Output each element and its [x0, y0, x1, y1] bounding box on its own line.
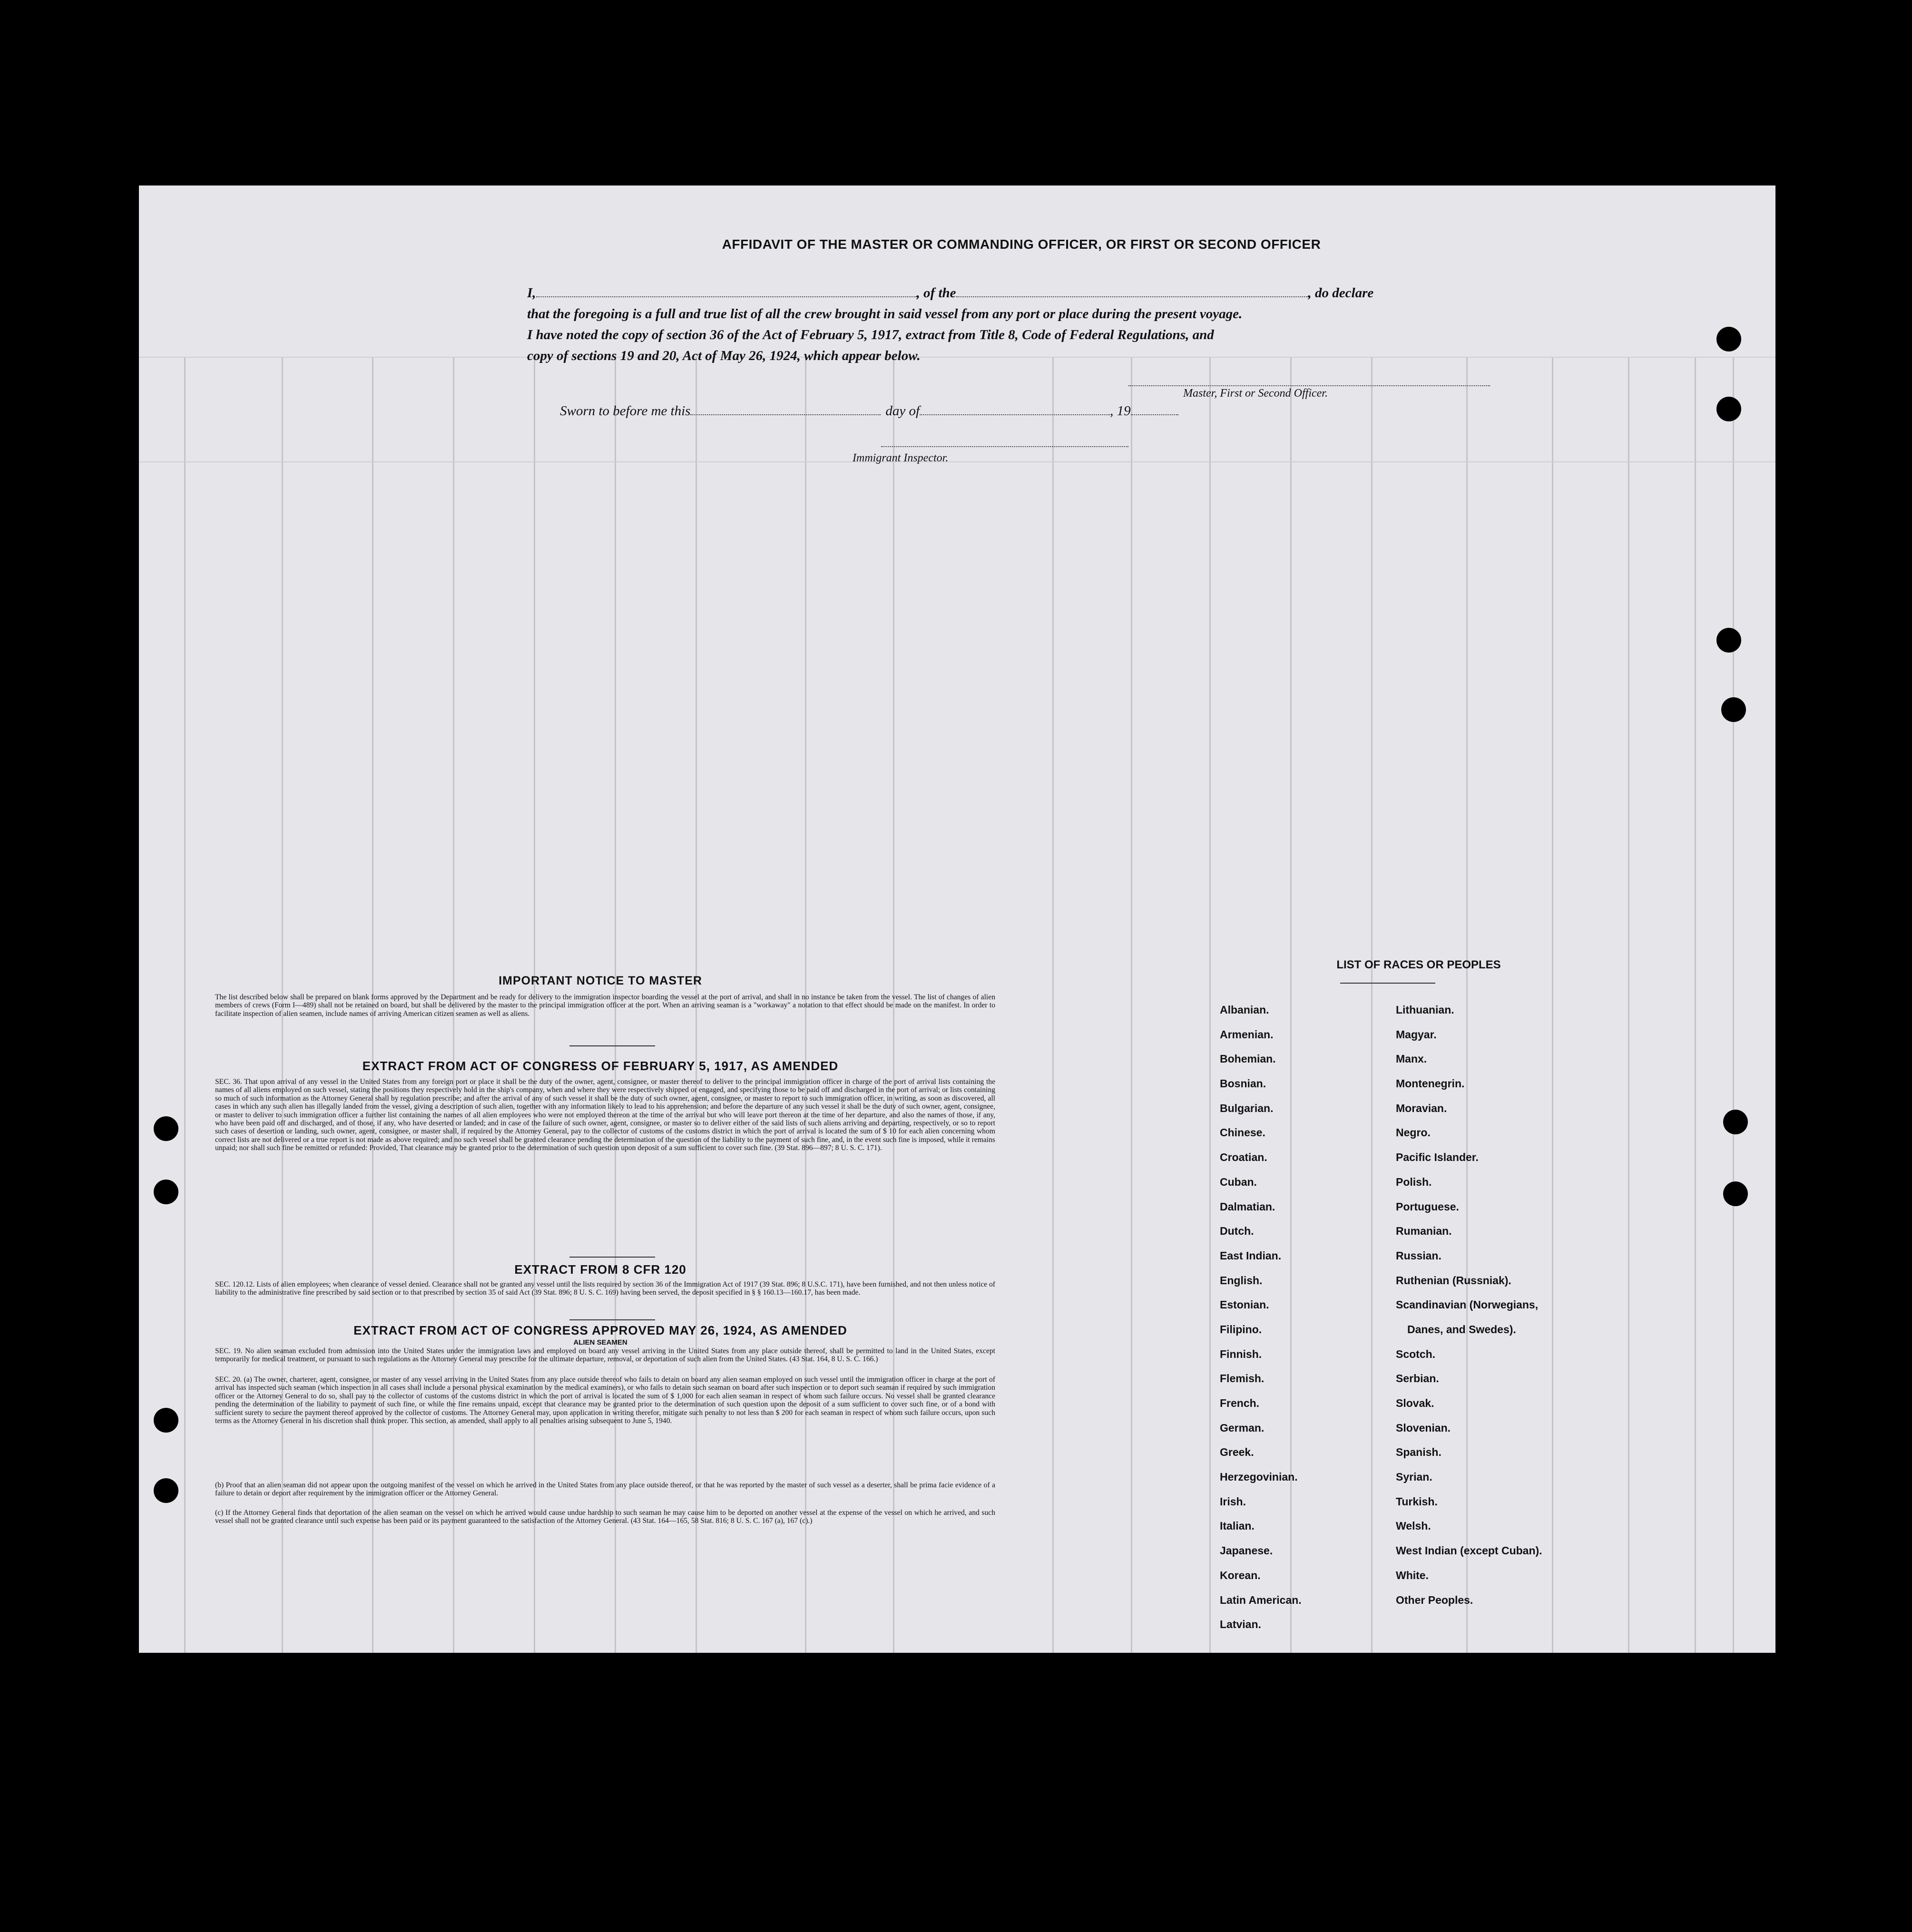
race-item: Russian.	[1396, 1249, 1441, 1262]
race-item: West Indian (except Cuban).	[1396, 1544, 1542, 1557]
column-rule	[1695, 357, 1696, 1653]
race-item: Lithuanian.	[1396, 1004, 1454, 1016]
race-item: Slovak.	[1396, 1397, 1434, 1409]
race-item: Scandinavian (Norwegians,	[1396, 1298, 1539, 1311]
affidavit-line-4: copy of sections 19 and 20, Act of May 26, 1924, which appear below.	[527, 348, 921, 363]
race-item: Serbian.	[1396, 1372, 1439, 1385]
vessel-name-field[interactable]	[956, 286, 1308, 297]
sworn-year-field[interactable]	[1131, 404, 1178, 415]
divider	[569, 1257, 655, 1258]
column-rule	[1628, 357, 1629, 1653]
sworn-label: Sworn to before me this	[560, 403, 691, 419]
race-item: Syrian.	[1396, 1471, 1432, 1483]
punch-hole	[154, 1408, 178, 1433]
race-item: Slovenian.	[1396, 1421, 1451, 1434]
column-rule	[1552, 357, 1553, 1653]
race-item: Cuban.	[1220, 1175, 1257, 1188]
inspector-signature-label: Immigrant Inspector.	[853, 452, 949, 464]
extract-1917-title: EXTRACT FROM ACT OF CONGRESS OF FEBRUARY 5, 1917, AS AMENDED	[362, 1059, 839, 1073]
race-item: Greek.	[1220, 1446, 1254, 1459]
punch-hole	[154, 1478, 178, 1503]
column-rule	[1733, 357, 1734, 1653]
race-item: Latvian.	[1220, 1618, 1261, 1631]
race-item: Ruthenian (Russniak).	[1396, 1274, 1511, 1287]
race-item: German.	[1220, 1421, 1265, 1434]
column-rule	[1131, 357, 1132, 1653]
race-item: Montenegrin.	[1396, 1077, 1465, 1090]
races-right-column	[1396, 1004, 1542, 1618]
extract-8cfr-text: SEC. 120.12. Lists of alien employees; when clearance of vessel denied. Clearance shall not be granted any vessel until the lists required by section 36 of the Immigration Act of 1917 (39 Stat. 896; 8 U.S.C. 171), have been furnished, and not then unless notice of liability to the administrative fine prescribed by said section or to that prescribed by section 35 of said Act (39 Stat. 896; 8 U. S. C. 169) having been served, the deposit specified in § § 160.13—160.17, has been made.	[215, 1280, 995, 1297]
extract-1917-text: SEC. 36. That upon arrival of any vessel in the United States from any foreign port or place it shall be the duty of the owner, agent, consignee, or master thereof to deliver to the principal immigration officer in charge of the port of arrival lists containing the names of all aliens employed on such vessel, stating the positions they respectively hold in the ship's company, when and where they were respectively shipped or engaged, and specifying those to be paid off and discharged in the port of arrival; or lists containing so much of such information as the Attorney General shall by regulation prescribe; and after the arrival of any of such vessel it shall be the duty of such owner, agent, consignee, or master to report to such immigration officer, in writing, as soon as discovered, all cases in which any such alien has illegally landed from the vessel, giving a description of such alien, together with any information likely to lead to his apprehension; and before the departure of any such vessel it shall be the duty of such owner, agent, consignee, or master to deliver to such immigration officer a further list containing the names of all alien employees who were not employed thereon at the time of the arrival but who will leave port thereon at the time of her departure, and also the names of those, if any, who have been paid off and discharged, and of those, if any, who have deserted or landed; and in case of the failure of such owner, agent, consignee, or master so to deliver either of the said lists of such aliens arriving and departing, respectively, or so to report such cases of desertion or landing, such owner, agent, consignee, or master shall, if required by the Attorney General, pay to the collector of customs of the customs district in which the port of arrival is located the sum of $ 10 for each alien concerning whom correct lists are not delivered or a true report is not made as above required; and no such vessel shall be granted clearance pending the determination of the question of the liability to the payment of such fine, and, in the event such fine is imposed, while it remains unpaid; nor shall such fine be remitted or refunded: Provided, That clearance may be granted prior to the determination of such question upon deposit of a sum sufficient to cover such fine. (39 Stat. 896—897; 8 U. S. C. 171).	[215, 1078, 995, 1152]
sec-19-text: SEC. 19. No alien seaman excluded from admission into the United States under the immigration laws and employed on board any vessel arriving in the United States from any place outside thereof, shall be permitted to land in the United States, except temporarily for medical treatment, or pursuant to such regulations as the Attorney General may prescribe for the ultimate departure, removal, or deportation of such alien from the United States. (43 Stat. 164, 8 U. S. C. 166.)	[215, 1347, 995, 1364]
punch-hole	[1716, 628, 1741, 653]
notice-text: The list described below shall be prepared on blank forms approved by the Department and be ready for delivery to the immigration inspector boarding the vessel at the port of arrival, and shall in no instance be taken from the vessel. The list of changes of alien members of crews (Form I—489) shall not be retained on board, but shall be delivered by the master to the principal immigration officer at the port. When an arriving seaman is a "workaway" a notation to that effect should be made on the manifest. In order to facilitate inspection of alien seamen, include names of arriving American citizen seamen as well as aliens.	[215, 993, 995, 1018]
races-title: LIST OF RACES OR PEOPLES	[1336, 958, 1501, 971]
sworn-month-field[interactable]	[920, 404, 1110, 415]
sec-20c-text: (c) If the Attorney General finds that deportation of the alien seaman on the vessel on which he arrived would cause undue hardship to such seaman he may cause him to be deported on another vessel at the expense of the vessel on which he arrived, and such vessel shall not be granted clearance until such expense has been paid or its payment guaranteed to the satisfaction of the Attorney General. (43 Stat. 164—165, 58 Stat. 816; 8 U. S. C. 167 (a), 167 (c).)	[215, 1509, 995, 1525]
punch-hole	[154, 1116, 178, 1141]
punch-hole	[1716, 397, 1741, 421]
race-item: Estonian.	[1220, 1298, 1269, 1311]
affidavit-line-2: that the foregoing is a full and true list of all the crew brought in said vessel from any port or place during the present voyage.	[527, 306, 1243, 322]
race-item: Scotch.	[1396, 1347, 1436, 1360]
sec-20b-text: (b) Proof that an alien seaman did not appear upon the outgoing manifest of the vessel on which he arrived in the United States from any place outside thereof, or that he was reported by the master of such vessel as a deserter, shall be prima facie evidence of a failure to detain or deport after requirement by the immigration officer or the Attorney General.	[215, 1481, 995, 1498]
race-item: Polish.	[1396, 1175, 1432, 1188]
punch-hole	[1723, 1181, 1748, 1206]
column-rule	[1052, 357, 1054, 1653]
punch-hole	[1721, 697, 1746, 722]
race-item: Welsh.	[1396, 1520, 1431, 1532]
punch-hole	[1723, 1110, 1748, 1134]
race-item: Chinese.	[1220, 1126, 1265, 1139]
inspector-signature-field[interactable]	[881, 436, 1128, 447]
race-item: Dutch.	[1220, 1225, 1254, 1238]
race-item: Finnish.	[1220, 1347, 1262, 1360]
race-item: Manx.	[1396, 1053, 1427, 1065]
race-item: Danes, and Swedes).	[1407, 1323, 1516, 1336]
race-item: Rumanian.	[1396, 1225, 1452, 1238]
extract-8cfr-title: EXTRACT FROM 8 CFR 120	[514, 1262, 686, 1277]
divider	[569, 1319, 655, 1320]
punch-hole	[154, 1180, 178, 1204]
race-item: Portuguese.	[1396, 1200, 1459, 1213]
race-item: Herzegovinian.	[1220, 1471, 1298, 1483]
master-signature-field[interactable]	[1128, 375, 1490, 386]
race-item: Other Peoples.	[1396, 1593, 1473, 1606]
race-item: Bohemian.	[1220, 1053, 1276, 1065]
race-item: Armenian.	[1220, 1028, 1274, 1041]
declarant-prefix: I,	[527, 285, 536, 301]
race-item: Pacific Islander.	[1396, 1151, 1479, 1164]
year-label: , 19	[1110, 403, 1131, 419]
race-item: Moravian.	[1396, 1102, 1447, 1114]
vessel-of-label: , of the	[916, 285, 956, 301]
race-item: English.	[1220, 1274, 1263, 1287]
race-item: Bulgarian.	[1220, 1102, 1274, 1114]
master-signature-label: Master, First or Second Officer.	[1183, 387, 1328, 400]
sworn-line	[560, 403, 1530, 419]
punch-hole	[1716, 327, 1741, 351]
race-item: Filipino.	[1220, 1323, 1262, 1336]
race-item: Albanian.	[1220, 1004, 1269, 1016]
race-item: Croatian.	[1220, 1151, 1267, 1164]
declarant-name-field[interactable]	[536, 286, 917, 297]
divider	[1340, 983, 1435, 984]
affidavit-title: AFFIDAVIT OF THE MASTER OR COMMANDING OFFICER, OR FIRST OR SECOND OFFICER	[722, 237, 1321, 252]
divider	[569, 1045, 655, 1046]
race-item: Magyar.	[1396, 1028, 1437, 1041]
race-item: Italian.	[1220, 1520, 1255, 1532]
extract-1924-title: EXTRACT FROM ACT OF CONGRESS APPROVED MAY 26, 1924, AS AMENDED	[353, 1323, 847, 1337]
race-item: Spanish.	[1396, 1446, 1441, 1459]
race-item: East Indian.	[1220, 1249, 1282, 1262]
column-rule	[1371, 357, 1373, 1653]
race-item: White.	[1396, 1569, 1429, 1581]
race-item: Flemish.	[1220, 1372, 1265, 1385]
race-item: Latin American.	[1220, 1593, 1302, 1606]
extract-1924-subtitle: ALIEN SEAMEN	[573, 1338, 628, 1347]
affidavit-declaration-line	[527, 285, 1498, 301]
race-item: French.	[1220, 1397, 1260, 1409]
affidavit-line-3: I have noted the copy of section 36 of the Act of February 5, 1917, extract from Title 8, Code of Federal Regulations, and	[527, 327, 1214, 342]
race-item: Korean.	[1220, 1569, 1261, 1581]
column-rule	[184, 357, 186, 1653]
races-left-column	[1220, 1004, 1302, 1643]
column-rule	[1209, 357, 1211, 1653]
sec-20a-text: SEC. 20. (a) The owner, charterer, agent, consignee, or master of any vessel arriving in the United States from any place outside thereof who fails to detain on board any alien seaman employed on such vessel until the immigration officer in charge at the port of arrival has inspected such seaman (which inspection in all cases shall include a personal physical examination by the medical examiners), or who fails to detain such seaman on board after such inspection or to deport such seaman if required by such immigration officer or the Attorney General to do so, shall pay to the collector of customs of the customs district in which the port of arrival is located the sum of $ 1,000 for each alien seaman in respect of whom such failure occurs. No vessel shall be granted clearance pending the determination of the liability to payment of such fine, or while the fine remains unpaid, except that clearance may be granted prior to the determination of such question upon the deposit of a sum sufficient to cover such fine, or of a bond with sufficient surety to secure the payment thereof approved by the collector of customs. The Attorney General may, upon application in writing therefor, mitigate such penalty to not less than $ 200 for each seaman in respect of whom such failure occurs, upon such terms as the Attorney General in his discretion shall think proper. This section, as amended, shall apply to all penalties arising subsequent to June 5, 1940.	[215, 1376, 995, 1425]
declare-label: , do declare	[1308, 285, 1374, 301]
race-item: Japanese.	[1220, 1544, 1273, 1557]
row-rule	[139, 461, 1775, 462]
race-item: Irish.	[1220, 1495, 1246, 1508]
race-item: Bosnian.	[1220, 1077, 1266, 1090]
day-of-label: day of	[885, 403, 920, 419]
race-item: Turkish.	[1396, 1495, 1438, 1508]
sworn-day-field[interactable]	[690, 404, 881, 415]
manifest-sheet	[139, 185, 1775, 1653]
race-item: Dalmatian.	[1220, 1200, 1275, 1213]
notice-title: IMPORTANT NOTICE TO MASTER	[499, 974, 702, 987]
race-item: Negro.	[1396, 1126, 1431, 1139]
